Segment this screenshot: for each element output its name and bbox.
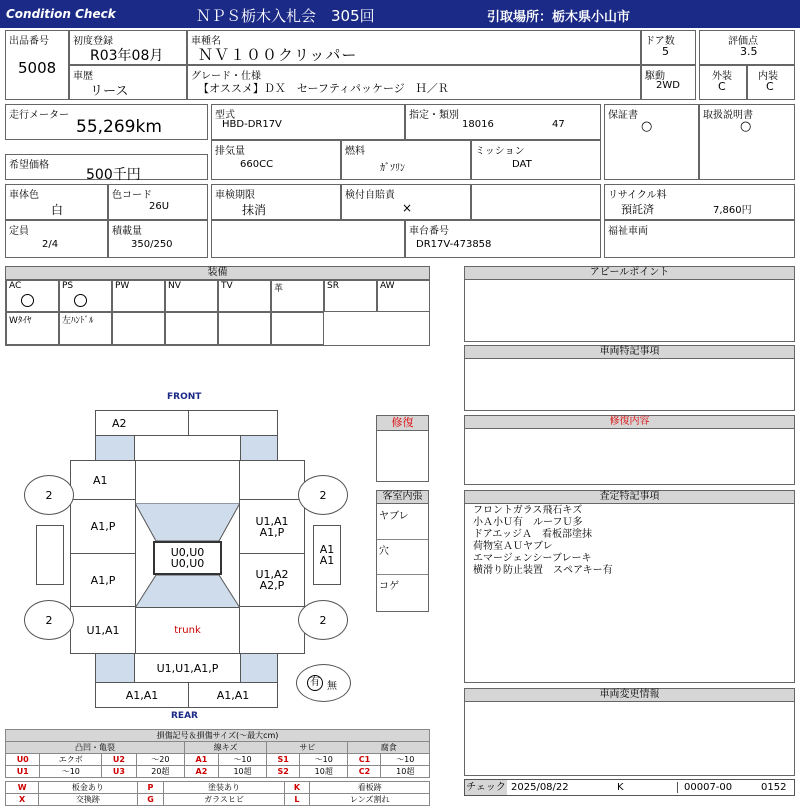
left-mirror: [36, 525, 64, 585]
legend-cell: 10超: [300, 766, 348, 778]
special-panel: [464, 345, 795, 411]
headlight-right: [240, 435, 278, 461]
history-value: リース: [90, 84, 129, 99]
mission-label: ミッション: [475, 146, 525, 157]
color-code-label: 色コード: [112, 190, 152, 201]
legend-cell: 看板跡: [310, 782, 430, 794]
doors-label: ドア数: [645, 36, 675, 47]
legend-cell: ガラスヒビ: [164, 794, 284, 806]
interior-item-tear: [377, 505, 428, 540]
equipment-cell-row2: [271, 312, 324, 345]
color-value: 白: [51, 203, 64, 217]
interior-box: [376, 490, 429, 612]
ext-cell: [699, 65, 747, 100]
color-code-cell: [108, 184, 208, 220]
model-cell: [211, 104, 405, 140]
legend-group-rust: サビ: [267, 742, 348, 754]
price-label: 希望価格: [9, 160, 49, 171]
legend-group-corrosion: 腐食: [348, 742, 430, 754]
warranty-value: ○: [641, 119, 653, 134]
doors-value: 5: [662, 45, 669, 58]
spec-label: 指定・類別: [409, 110, 459, 121]
mission-cell: [471, 140, 601, 180]
equipment-title: 装備: [6, 267, 429, 280]
check-num: 0152: [761, 782, 787, 793]
repair-detail-panel: [464, 415, 795, 485]
inspector-title: 査定特記事項: [465, 491, 794, 504]
equipment-cell-row2: [165, 312, 218, 345]
trunk-panel: [135, 607, 240, 654]
legend-group-dent: 凸凹・亀裂: [6, 742, 185, 754]
reg-cell: [69, 30, 187, 65]
left-fender: A1: [70, 460, 136, 500]
reg-value: R03年08月: [90, 48, 164, 64]
model-label: 型式: [215, 110, 235, 121]
legend-cell: 板金あり: [39, 782, 137, 794]
legend-cell: S1: [267, 754, 300, 766]
check-bar: [464, 779, 795, 796]
model-value: HBD-DR17V: [222, 119, 282, 130]
hood: [135, 460, 240, 504]
price-cell: [5, 154, 208, 183]
inspector-note-line: 荷物室ＡＵヤブレ: [473, 541, 553, 552]
header-left: Condition Check: [6, 7, 116, 21]
interior-title: 客室内張: [377, 491, 428, 504]
score-value: 3.5: [740, 45, 758, 58]
equipment-label: PW: [115, 281, 130, 291]
damage-legend: [5, 729, 430, 806]
grade-label: グレード・仕様: [191, 71, 261, 82]
lot-cell: [5, 30, 69, 100]
capacity-cell: [5, 220, 108, 258]
legend-cell: U2: [102, 754, 136, 766]
blank-cell-2: [211, 220, 405, 258]
name-cell: [187, 30, 641, 65]
legend-cell: X: [6, 794, 39, 806]
color-label: 車体色: [9, 190, 39, 201]
equipment-革: [271, 280, 324, 312]
load-cell: [108, 220, 208, 258]
legend-cell: 塗装あり: [164, 782, 284, 794]
lot-label: 出品番号: [9, 36, 49, 47]
inspector-note-line: 横滑り防止装置 スペアキー有: [473, 565, 613, 576]
legend-cell: 10超: [381, 766, 430, 778]
insurance-value: ×: [402, 201, 413, 215]
equipment-mark: [21, 294, 34, 307]
recycle-status: 預託済: [621, 203, 654, 216]
tire-front-right: 2: [298, 475, 348, 515]
interior-item-hole: [377, 540, 428, 575]
disp-label: 排気量: [215, 146, 245, 157]
equipment-sr: [324, 280, 377, 312]
left-front-door: A1,P: [70, 499, 136, 554]
blank-cell-1: [471, 184, 601, 220]
inspection-label: 車検期限: [215, 190, 255, 201]
tire-front-left: 2: [24, 475, 74, 515]
inspector-note-line: ドアエッジＡ 看板部塗抹: [473, 529, 592, 540]
roof-panel: U0,U0 U0,U0: [153, 541, 222, 575]
right-rear-door: U1,A2 A2,P: [239, 553, 305, 607]
lot-value: 5008: [18, 59, 57, 77]
check-date: 2025/08/22: [511, 782, 569, 793]
panel-front-plain: [188, 410, 278, 436]
equipment-nv: [165, 280, 218, 312]
legend-cell: P: [137, 782, 164, 794]
legend-row-1: [6, 754, 430, 766]
equipment-label: TV: [221, 281, 233, 291]
changes-title: 車両変更情報: [465, 689, 794, 702]
legend-cell: レンズ割れ: [310, 794, 430, 806]
recycle-fee: 7,860円: [713, 205, 752, 216]
equipment-label: PS: [62, 281, 74, 291]
inspector-note-line: エマージェンシーブレーキ: [473, 553, 592, 564]
equipment-cell-row2: [112, 312, 165, 345]
rear-label: REAR: [171, 711, 198, 721]
inspection-cell: [211, 184, 341, 220]
legend-row-3: [6, 782, 430, 794]
check-label: チェック: [466, 782, 506, 793]
legend-table: [5, 729, 430, 778]
doors-cell: [641, 30, 696, 65]
equipment-cell-row2: [218, 312, 271, 345]
equipment-label: AC: [9, 281, 22, 291]
legend-cell: U1: [6, 766, 40, 778]
legend-cell: U0: [6, 754, 40, 766]
load-value: 350/250: [131, 239, 173, 250]
manual-value: ○: [740, 119, 752, 134]
ext-label: 外装: [712, 71, 732, 82]
disp-cell: [211, 140, 341, 180]
reg-label: 初度登録: [73, 36, 113, 47]
legend-row-2: [6, 766, 430, 778]
rear-gate: U1,U1,A1,P: [134, 653, 241, 683]
warranty-cell: [604, 104, 699, 180]
capacity-label: 定員: [9, 226, 29, 237]
spare-absent: 無: [327, 681, 337, 692]
left-rear-door: A1,P: [70, 553, 136, 607]
chassis-value: DR17V-473858: [416, 239, 492, 250]
hood-upper: [134, 435, 241, 461]
load-label: 積載量: [112, 226, 142, 237]
tire-rear-left: 2: [24, 600, 74, 640]
spec-cell: [405, 104, 601, 140]
fuel-value: ｶﾞｿﾘﾝ: [380, 163, 405, 174]
score-cell: [699, 30, 795, 65]
history-cell: [69, 65, 187, 100]
recycle-cell: [604, 184, 795, 220]
equipment-cell-row2: [6, 312, 59, 345]
spare-tire-box: [296, 664, 351, 702]
equipment-ps: [59, 280, 112, 312]
equipment-label: AW: [380, 281, 395, 291]
inspector-note-line: 小Ａ小Ｕ有 ルーフＵ多: [473, 517, 583, 528]
right-rear-panel: [239, 606, 305, 654]
equipment-tv: [218, 280, 271, 312]
fuel-cell: [341, 140, 471, 180]
legend-cell: 〜10: [40, 766, 102, 778]
drive-cell: [641, 65, 696, 100]
chassis-cell: [405, 220, 601, 258]
legend-cell: K: [284, 782, 310, 794]
inspector-panel: [464, 490, 795, 683]
equipment-label: 革: [274, 284, 284, 294]
int-cell: [747, 65, 795, 100]
score-label: 評価点: [728, 36, 758, 47]
spec-b-value: 47: [552, 119, 565, 130]
legend-cell: C1: [348, 754, 381, 766]
disp-value: 660CC: [240, 159, 274, 170]
inspector-notes: [473, 505, 613, 577]
recycle-label: リサイクル料: [608, 190, 667, 201]
color-code-value: 26U: [149, 201, 170, 212]
equipment-cell-row2: [59, 312, 112, 345]
inspection-value: 抹消: [242, 203, 267, 217]
right-fender: [239, 460, 305, 500]
name-label: 車種名: [191, 36, 221, 47]
spare-present: 有: [307, 675, 323, 691]
headlight-left: [95, 435, 135, 461]
name-value: ＮＶ１００クリッパー: [198, 46, 358, 64]
manual-label: 取扱説明書: [703, 110, 753, 121]
legend-cell: 〜10: [381, 754, 430, 766]
header-bar: [0, 0, 800, 28]
legend-cell: A1: [185, 754, 219, 766]
manual-cell: [699, 104, 795, 180]
legend-cell: C2: [348, 766, 381, 778]
equipment-label: 左ﾊﾝﾄﾞﾙ: [62, 316, 94, 326]
panel-front-a2: A2: [95, 410, 189, 436]
legend-table-2: [5, 781, 430, 806]
mileage-value: 55,269km: [76, 117, 162, 137]
legend-cell: 交換跡: [39, 794, 137, 806]
appeal-title: アピールポイント: [465, 267, 794, 280]
legend-cell: A2: [185, 766, 219, 778]
insurance-cell: [341, 184, 471, 220]
int-label: 内装: [758, 71, 778, 82]
mileage-label: 走行メーター: [9, 110, 69, 121]
price-value: 500千円: [86, 167, 141, 183]
legend-cell: U3: [102, 766, 136, 778]
equipment-mark: [74, 294, 87, 307]
bumper-left: A1,A1: [95, 682, 189, 708]
right-side-panel: A1 A1: [313, 525, 341, 585]
interior-item-hole-label: 穴: [379, 546, 389, 557]
equipment-label: NV: [168, 281, 181, 291]
repair-box-title: 修復: [377, 416, 428, 431]
equipment-label: Wﾀｲﾔ: [9, 316, 32, 326]
legend-cell: 〜10: [300, 754, 348, 766]
warranty-label: 保証書: [608, 110, 638, 121]
inspector-note-line: フロントガラス飛石キズ: [473, 505, 583, 516]
trunk-label: trunk: [174, 625, 201, 636]
grade-value: 【オススメ】ＤＸ セーフティパッケージ Ｈ／Ｒ: [198, 82, 449, 95]
legend-cell: 〜10: [218, 754, 266, 766]
interior-item-burn-label: コゲ: [379, 581, 399, 592]
front-label: FRONT: [167, 392, 202, 402]
legend-cell: 10超: [218, 766, 266, 778]
legend-cell: 20超: [136, 766, 184, 778]
drive-value: 2WD: [656, 80, 680, 91]
mileage-cell: [5, 104, 208, 140]
legend-cell: 〜20: [136, 754, 184, 766]
check-code: 00007-00: [677, 782, 732, 793]
equipment-label: SR: [327, 281, 339, 291]
int-value: C: [766, 80, 774, 93]
repair-box: [376, 415, 429, 482]
equipment-pw: [112, 280, 165, 312]
taillight-right: [240, 653, 278, 683]
pickup-location: 引取場所：栃木県小山市: [487, 10, 631, 25]
appeal-panel: [464, 266, 795, 342]
right-front-door: U1,A1 A1,P: [239, 499, 305, 554]
spec-a-value: 18016: [462, 119, 494, 130]
left-rear-panel: U1,A1: [70, 606, 136, 654]
special-title: 車両特記事項: [465, 346, 794, 359]
drive-label: 駆動: [645, 71, 665, 82]
legend-group-scratch: 線キズ: [185, 742, 267, 754]
legend-title: 損傷記号＆損傷サイズ(〜最大cm): [6, 730, 430, 742]
fuel-label: 燃料: [345, 146, 365, 157]
history-label: 車歴: [73, 71, 93, 82]
color-cell: [5, 184, 108, 220]
welfare-label: 福祉車両: [608, 226, 648, 237]
legend-cell: エクボ: [40, 754, 102, 766]
chassis-label: 車台番号: [409, 226, 449, 237]
page-title: ＮＰＳ栃木入札会 305回: [196, 7, 375, 25]
grade-cell: [187, 65, 641, 100]
repair-detail-title: 修復内容: [465, 416, 794, 429]
interior-item-tear-label: ヤブレ: [379, 511, 409, 522]
check-grade: K: [617, 782, 624, 793]
legend-cell: G: [137, 794, 164, 806]
equipment-aw: [377, 280, 430, 312]
capacity-value: 2/4: [42, 239, 59, 250]
bumper-right: A1,A1: [188, 682, 278, 708]
insurance-label: 検付自賠責: [345, 190, 395, 201]
changes-panel: [464, 688, 795, 776]
interior-item-burn: [377, 575, 428, 611]
mission-value: DAT: [512, 159, 532, 170]
legend-cell: L: [284, 794, 310, 806]
taillight-left: [95, 653, 135, 683]
equipment-ac: [6, 280, 59, 312]
ext-value: C: [718, 80, 726, 93]
welfare-cell: [604, 220, 795, 258]
tire-rear-right: 2: [298, 600, 348, 640]
legend-cell: W: [6, 782, 39, 794]
legend-cell: S2: [267, 766, 300, 778]
equipment-section: [5, 266, 430, 346]
